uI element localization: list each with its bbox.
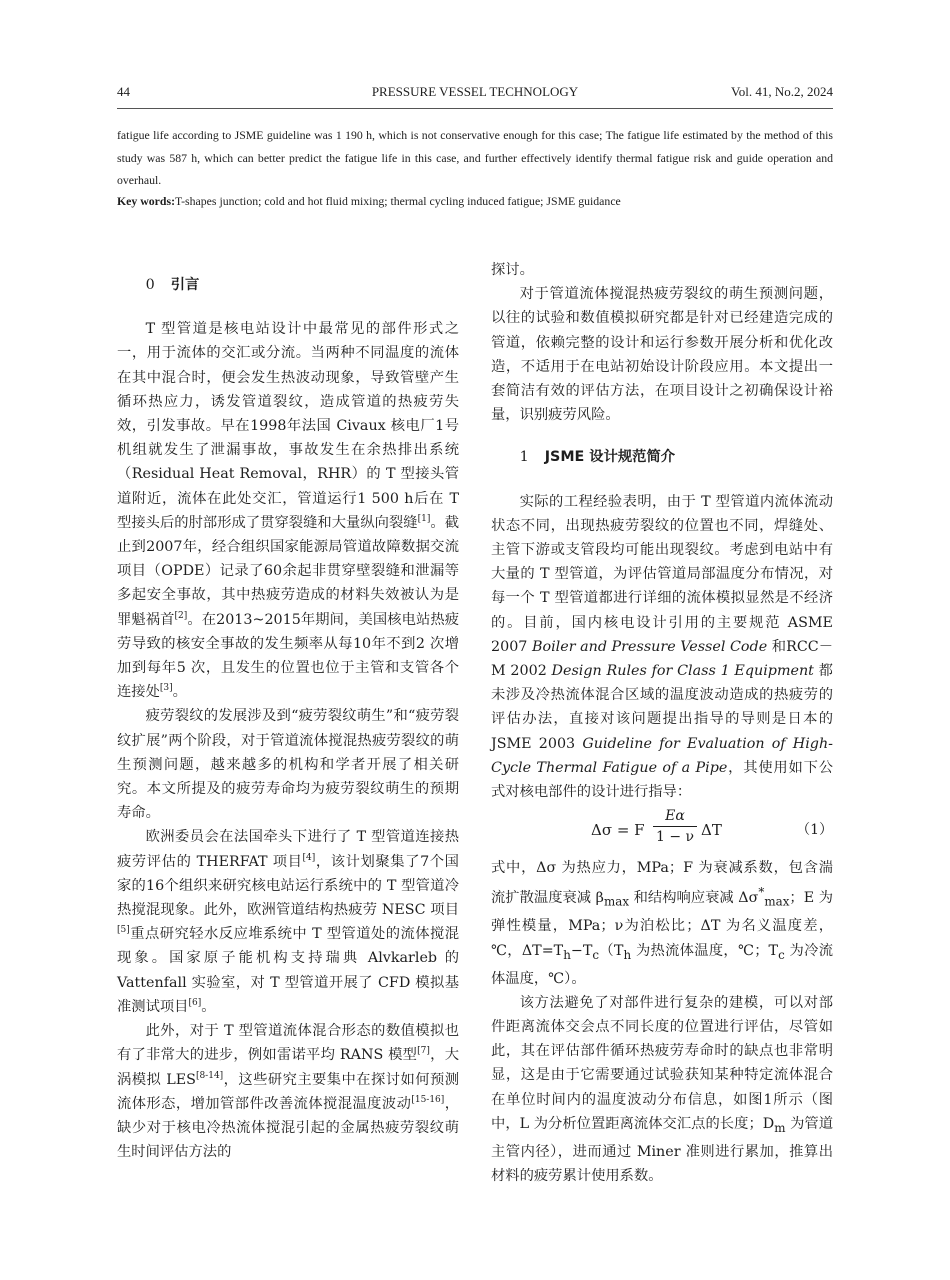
paragraph: 该方法避免了对部件进行复杂的建模，可以对部件距离流体交会点不同长度的位置进行评估，尽管如此，其在评估部件循环热疲劳寿命时的缺点也非常明显，这是由于它需要通过试验获知某种特定流体混合在单位时间内的温度波动分布信息，如图1所示（图中，L 为分析位置距离流体交汇点的长度；$D_m$ 为管道主管内径），进而通过 Miner 准则进行累加，推算出材料的疲劳累计使用系数。 bbox=[491, 994, 834, 1185]
paragraph: 此外，对于 T 型管道流体混合形态的数值模拟也有了非常大的进步，例如雷诺平均 RANS 模型[7]，大涡模拟 LES[8-14]，这些研究主要集中在探讨如何预测流体形态，增加管部件改善流体搅混温度波动[15-16]，缺少对于核电冷热流体搅混引起的金属热疲劳裂纹萌生时间评估方法的 bbox=[117, 1023, 460, 1161]
equation-number: （1） bbox=[796, 822, 833, 839]
section-title: 引言 bbox=[170, 277, 200, 293]
section-title: JSME 设计规范简介 bbox=[544, 449, 676, 466]
citation[interactable]: [7] bbox=[417, 1046, 430, 1057]
section-number: 1 bbox=[519, 449, 529, 466]
section-heading-1 bbox=[491, 445, 833, 469]
section-number: 0 bbox=[145, 277, 155, 293]
abstract-continuation: fatigue life according to JSME guideline was 1 190 h, which is not conservative enough for this case; The fatigue life estimated by the method of this study was 587 h, which can better predict the fatigue life in this case, and further effectively identify thermal fatigue risk and guide operation and overhaul. bbox=[117, 128, 833, 187]
keywords-label: Key words: bbox=[117, 194, 175, 208]
equation-lhs: Δσ = F bbox=[591, 821, 645, 840]
volume-info: Vol. 41, No.2, 2024 bbox=[731, 84, 833, 99]
citation[interactable]: [5] bbox=[117, 925, 130, 936]
section-heading-0 bbox=[117, 273, 459, 297]
paragraph: 欧洲委员会在法国牵头下进行了 T 型管道连接热疲劳评估的 THERFAT 项目[4]，该计划聚集了7个国家的16个组织来研究核电站运行系统中的 T 型管道冷热搅混现象。此外，欧洲管道结构热疲劳 NESC 项目[5]重点研究轻水反应堆系统中 T 型管道处的流体搅混现象。国家原子能机构支持瑞典 Alvkarleb 的 Vattenfall 实验室，对 T 型管道开展了 CFD 模拟基准测试项目[6]。 bbox=[117, 829, 459, 1015]
citation[interactable]: [2] bbox=[174, 610, 188, 621]
citation[interactable]: [1] bbox=[417, 514, 431, 525]
header-rule bbox=[117, 108, 833, 109]
page-number: 44 bbox=[117, 84, 130, 99]
right-column bbox=[491, 258, 833, 1188]
citation[interactable]: [6] bbox=[188, 998, 202, 1009]
equation-denominator: 1 − ν bbox=[655, 829, 695, 846]
paragraph-continuation: 探讨。 bbox=[491, 262, 534, 278]
running-header bbox=[117, 84, 833, 106]
paragraph: 式中，Δσ 为热应力，MPa；F 为衰减系数，包含湍流扩散温度衰减 $\beta_{max}$ 和结构响应衰减 $\Delta\sigma^*_{max}$；E 为弹性模量，MPa；ν为泊松比；ΔT 为名义温度差，℃，$\Delta T=T_h-T_c(T_h$ 为热流体温度，℃；$T_c$ 为冷流体温度，℃）。 bbox=[491, 860, 834, 987]
paragraph: T 型管道是核电站设计中最常见的部件形式之一，用于流体的交汇或分流。当两种不同温度的流体在其中混合时，便会发生热波动现象，导致管壁产生循环热应力，诱发管道裂纹，造成管道的热疲劳失效，引发事故。早在1998年法国 Civaux 核电厂1号机组就发生了泄漏事故，事故发生在余热排出系统（Residual Heat Removal，RHR）的 T 型接头管道附近，流体在此处交汇，管道运行1 500 h后在 T 型接头后的肘部形成了贯穿裂缝和大量纵向裂缝[1]。截止到2007年，经合组织国家能源局管道故障数据交流项目（OPDE）记录了60余起非贯穿壁裂缝和泄漏等多起安全事故，其中热疲劳造成的材料失效被认为是罪魁祸首[2]。在2013~2015年期间，美国核电站热疲劳导致的核安全事故的发生频率从每10年不到2 次增加到每年5 次，且发生的位置也位于主管和支管各个连接处[3]。 bbox=[117, 321, 460, 701]
keywords bbox=[117, 190, 833, 212]
citation[interactable]: [3] bbox=[159, 683, 173, 694]
keywords-text: T-shapes junction; cold and hot fluid mixing; thermal cycling induced fatigue; JSME guidance bbox=[175, 194, 621, 208]
equation-1 bbox=[491, 806, 833, 854]
left-column bbox=[117, 273, 459, 1164]
paragraph: 对于管道流体搅混热疲劳裂纹的萌生预测问题，以往的试验和数值模拟研究都是针对已经建造完成的管道，依赖完整的设计和运行参数开展分析和优化改造，不适用于在电站初始设计阶段应用。本文提出一套简洁有效的评估方法，在项目设计之初确保设计裕量，识别疲劳风险。 bbox=[491, 286, 833, 424]
journal-name: PRESSURE VESSEL TECHNOLOGY bbox=[371, 84, 579, 99]
citation[interactable]: [8-14] bbox=[195, 1070, 224, 1081]
equation-rhs: ΔT bbox=[701, 821, 722, 840]
equation-fraction bbox=[653, 806, 697, 847]
citation[interactable]: [4] bbox=[302, 852, 316, 863]
citation[interactable]: [15-16] bbox=[411, 1094, 445, 1105]
equation-numerator: Eα bbox=[653, 806, 697, 827]
paragraph: 疲劳裂纹的发展涉及到“疲劳裂纹萌生”和“疲劳裂纹扩展”两个阶段，对于管道流体搅混热疲劳裂纹的萌生预测问题，越来越多的机构和学者开展了相关研究。本文所提及的疲劳寿命均为疲劳裂纹萌生的预期寿命。 bbox=[117, 708, 459, 822]
paragraph: 实际的工程经验表明，由于 T 型管道内流体流动状态不同，出现热疲劳裂纹的位置也不同，焊缝处、主管下游或支管段均可能出现裂纹。考虑到电站中有大量的 T 型管道，为评估管道局部温度分布情况，对每一个 T 型管道都进行详细的流体模拟显然是不经济的。目前，国内核电设计引用的主要规范 ASME 2007 Boiler and Pressure Vessel Code 和RCC－M 2002 Design Rules for Class 1 Equipment 都未涉及冷热流体混合区域的温度波动造成的热疲劳的评估办法，直接对该问题提出指导的导则是日本的 JSME 2003 Guideline for Evaluation of High-Cycle Thermal Fatigue of a Pipe，其使用如下公式对核电部件的设计进行指导： bbox=[491, 493, 834, 801]
